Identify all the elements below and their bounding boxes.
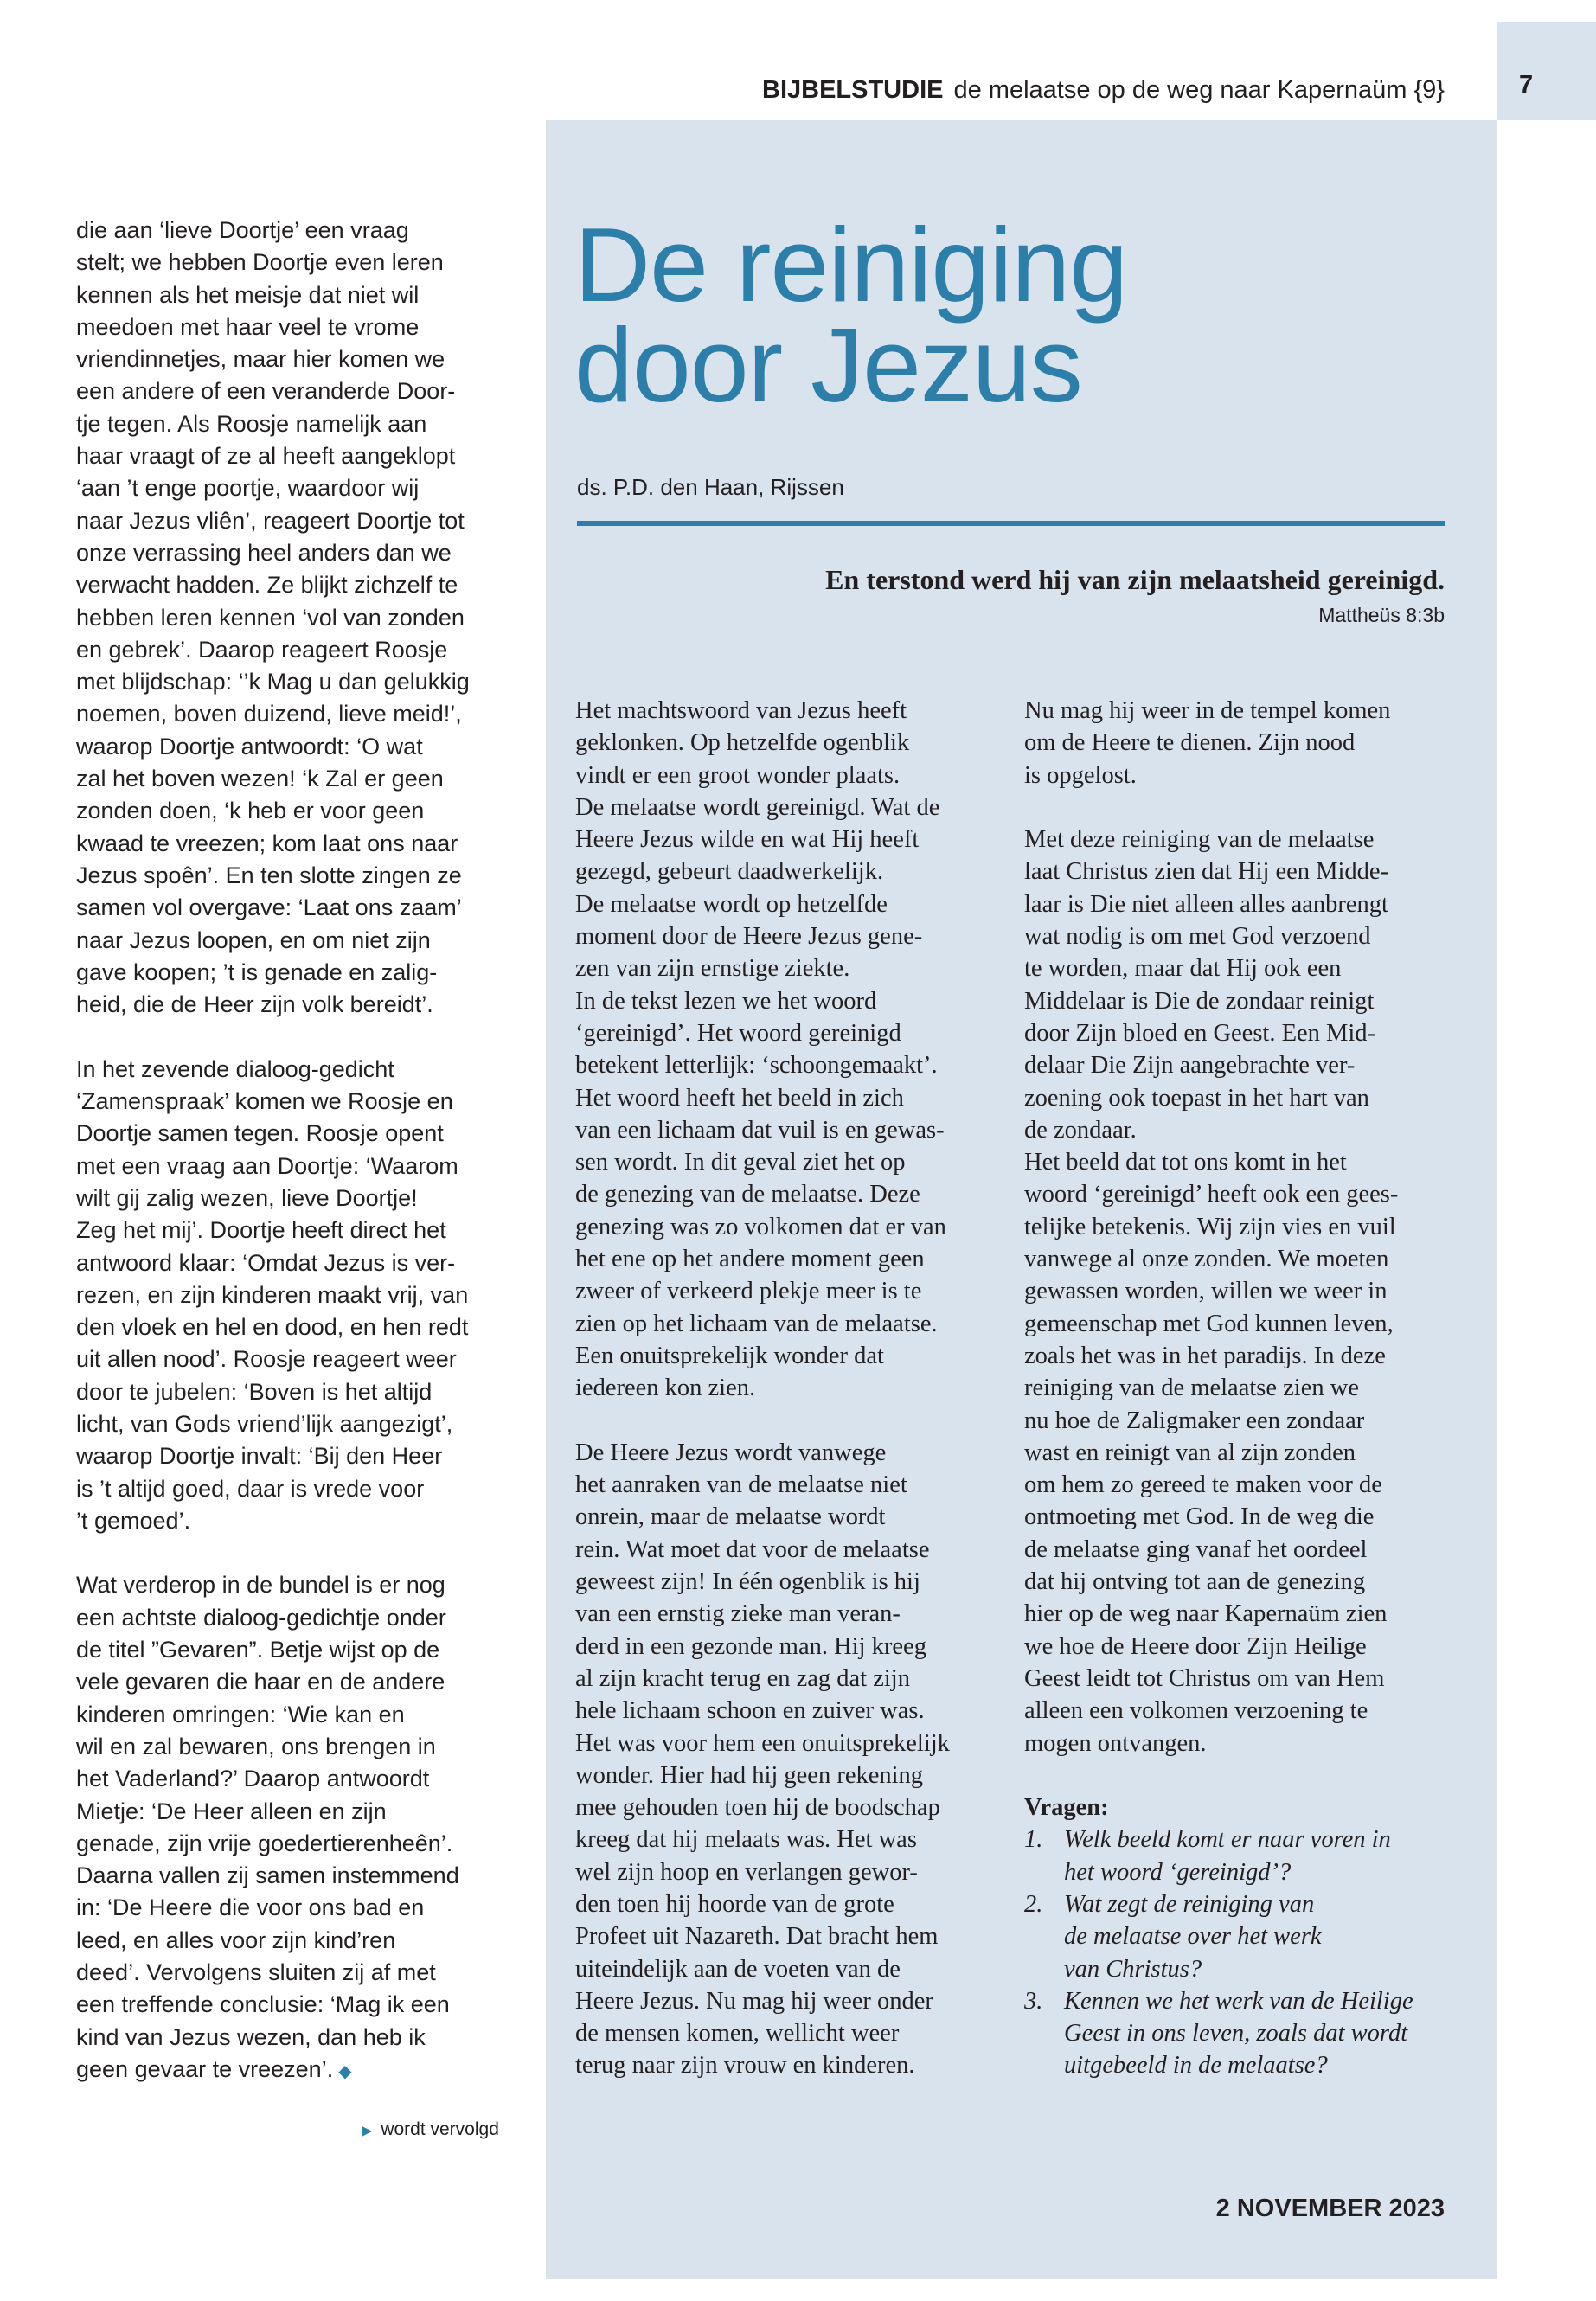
paragraph: Met deze reiniging van de melaatse laat Christus zien dat Hij een Midde- laar is Die niet alleen alles aanbrengt wat nodig is om met God verzoend te worden, maar dat Hij ook een Middelaar is Die de zondaar reinigt door Zijn bloed en Geest. Een Mid- delaar Die Zijn aangebrachte ver- zoening ook toepast in het hart van de zondaar. Het beeld dat tot ons komt in het woord ‘gereinigd’ heeft ook een gees- telijke betekenis. Wij zijn vies en vuil vanwege al onze zonden. We moeten gewassen worden, willen we weer in gemeenschap met God kunnen leven, zoals het was in het paradijs. In deze reiniging van de melaatse zien we nu hoe de Zaligmaker een zondaar wast en reinigt van al zijn zonden om hem zo gereed te maken voor de ontmoeting met God. In de weg die de melaatse ging vanaf het oordeel dat hij ontving tot aan de genezing hier op de weg naar Kapernaüm zien we hoe de Heere door Zijn Heilige Geest leidt tot Christus om van Hem alleen een volkomen verzoening te mogen ontvangen.: [1024, 826, 1399, 1757]
running-header: [762, 76, 1445, 105]
question-item: [1024, 1823, 1413, 1888]
paragraph: [76, 1569, 470, 2088]
question-number: 1.: [1024, 1826, 1043, 1854]
paragraph: De Heere Jezus wordt vanwege het aanraken van de melaatse niet onrein, maar de melaatse wordt rein. Wat moet dat voor de melaatse geweest zijn! In één ogenblik is hij van een ernstig zieke man veran- derd in een gezonde man. Hij kreeg al zijn kracht terug en zag dat zijn hele lichaam schoon en zuiver was. Het was voor hem een onuitsprekelijk wonder. Hier had hij geen rekening mee gehouden toen hij de boodschap kreeg dat hij melaats was. Het was wel zijn hoop en verlangen gewor- den toen hij hoorde van de grote Profeet uit Nazareth. Dat bracht hem uiteindelijk aan de voeten van de Heere Jezus. Nu mag hij weer onder de mensen komen, wellicht weer terug naar zijn vrouw en kinderen.: [575, 1439, 950, 2080]
body-column-1: [575, 695, 950, 2114]
question-text: Wat zegt de reiniging van de melaatse over het werk van Christus?: [1064, 1890, 1322, 1983]
page-number: 7: [1519, 71, 1534, 99]
divider: [577, 521, 1445, 526]
quote-reference: Mattheüs 8:3b: [1318, 604, 1445, 626]
series-title: de melaatse op de weg naar Kapernaüm {9}: [953, 76, 1445, 104]
body-column-2: [1024, 695, 1413, 2082]
question-item: [1024, 1985, 1413, 2082]
continued-note: [362, 2119, 499, 2140]
question-item: [1024, 1888, 1413, 1985]
continued-label: wordt vervolgd: [381, 2119, 499, 2139]
question-text: Kennen we het werk van de Heilige Geest in ons leven, zoals dat wordt uitgebeeld in de melaatse?: [1064, 1987, 1413, 2080]
questions-list: [1024, 1823, 1413, 2081]
question-number: 3.: [1024, 1987, 1043, 2015]
bible-quote: En terstond werd hij van zijn melaatsheid gereinigd.: [825, 564, 1445, 595]
paragraph: In het zevende dialoog-gedicht ‘Zamenspraak’ komen we Roosje en Doortje samen tegen. Roosje opent met een vraag aan Doortje: ‘Waarom wilt gij zalig wezen, lieve Doortje! Zeg het mij’. Doortje heeft direct het antwoord klaar: ‘Omdat Jezus is ver- rezen, en zijn kinderen maakt vrij, van den vloek en hel en dood, en hen redt uit allen nood’. Roosje reageert weer door te jubelen: ‘Boven is het altijd licht, van Gods vriend’lijk aangezigt’, waarop Doortje invalt: ‘Bij den Heer is ’t altijd goed, daar is vrede voor ’t gemoed’.: [76, 1055, 469, 1534]
article-title: De reiniging door Jezus: [574, 206, 1128, 424]
section-label: BIJBELSTUDIE: [762, 76, 944, 104]
left-column: [76, 215, 470, 2121]
byline: ds. P.D. den Haan, Rijssen: [577, 474, 844, 500]
question-number: 2.: [1024, 1890, 1043, 1918]
question-text: Welk beeld komt er naar voren in het woord ‘gereinigd’?: [1064, 1826, 1391, 1886]
questions-heading: Vragen:: [1024, 1794, 1109, 1822]
paragraph: die aan ‘lieve Doortje’ een vraag stelt; we hebben Doortje even leren kennen als het meisje dat niet wil meedoen met haar veel te vrome vriendinnetjes, maar hier komen we een andere of een veranderde Door- tje tegen. Als Roosje namelijk aan haar vraagt of ze al heeft aangeklopt ‘aan ’t enge poortje, waardoor wij naar Jezus vliên’, reageert Doortje tot onze verrassing heel anders dan we verwacht hadden. Ze blijkt zichzelf te hebben leren kennen ‘vol van zonden en gebrek’. Daarop reageert Roosje met blijdschap: ‘’k Mag u dan gelukkig noemen, boven duizend, lieve meid!’, waarop Doortje antwoordt: ‘O wat zal het boven wezen! ‘k Zal er geen zonden doen, ‘k heb er voor geen kwaad te vreezen; kom laat ons naar Jezus spoên’. En ten slotte zingen ze samen vol overgave: ‘Laat ons zaam’ naar Jezus loopen, en om niet zijn gave koopen; ’t is genade en zalig- heid, die de Heer zijn volk bereidt’.: [76, 217, 470, 1018]
paragraph-text: Wat verderop in de bundel is er nog een achtste dialoog-gedichtje onder de titel ”Gevaren”. Betje wijst op de vele gevaren die haar en de andere kinderen omringen: ‘Wie kan en wil en zal bewaren, ons brengen in het Vaderland?’ Daarop antwoordt Mietje: ‘De Heer alleen en zijn genade, zijn vrije goedertierenheên’. Daarna vallen zij samen instemmend in: ‘De Heere die voor ons bad en leed, en alles voor zijn kind’ren deed’. Vervolgens sluiten zij af met een treffende conclusie: ‘Mag ik een kind van Jezus wezen, dan heb ik geen gevaar te vreezen’.: [76, 1572, 459, 2082]
issue-date: 2 NOVEMBER 2023: [1215, 2195, 1445, 2222]
end-diamond-icon: ◆: [338, 2061, 352, 2081]
triangle-right-icon: ▶: [362, 2124, 373, 2138]
paragraph: Het machtswoord van Jezus heeft geklonken. Op hetzelfde ogenblik vindt er een groot wonder plaats. De melaatse wordt gereinigd. Wat de Heere Jezus wilde en wat Hij heeft gezegd, gebeurt daadwerkelijk. De melaatse wordt op hetzelfde moment door de Heere Jezus gene- zen van zijn ernstige ziekte. In de tekst lezen we het woord ‘gereinigd’. Het woord gereinigd betekent letterlijk: ‘schoongemaakt’. Het woord heeft het beeld in zich van een lichaam dat vuil is en gewas- sen wordt. In dit geval ziet het op de genezing van de melaatse. Deze genezing was zo volkomen dat er van het ene op het andere moment geen zweer of verkeerd plekje meer is te zien op het lichaam van de melaatse. Een onuitsprekelijk wonder dat iedereen kon zien.: [575, 697, 946, 1402]
page-number-tab: [1497, 22, 1596, 120]
paragraph: Nu mag hij weer in de tempel komen om de Heere te dienen. Zijn nood is opgelost.: [1024, 697, 1391, 789]
